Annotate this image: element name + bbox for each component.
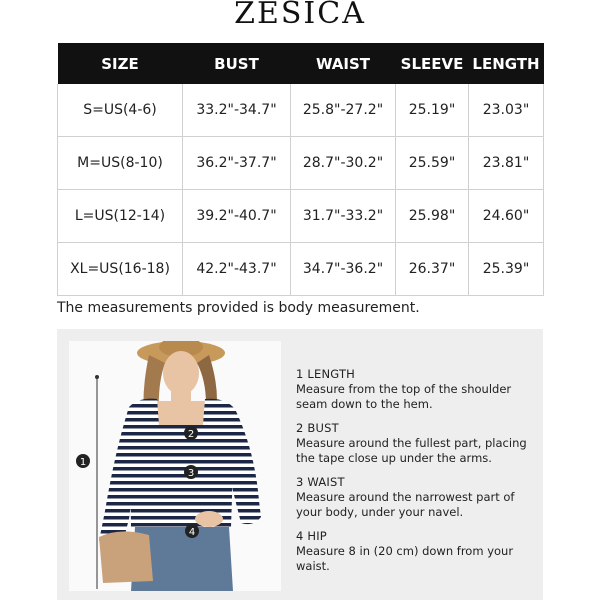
instruction-text: Measure 8 in (20 cm) down from your waist. [296, 544, 514, 573]
svg-text:3: 3 [187, 468, 195, 479]
svg-text:1: 1 [79, 457, 87, 468]
instruction-text: Measure around the fullest part, placing the tape close up under the arms. [296, 436, 527, 465]
model-illustration [69, 341, 281, 591]
cell-waist: 25.8"-27.2" [291, 84, 396, 137]
instruction-heading: 3 WAIST [296, 475, 345, 489]
brand-logo: ZESICA [234, 0, 366, 31]
table-row [58, 243, 544, 296]
face [163, 351, 199, 395]
cell-sleeve: 25.98" [396, 190, 469, 243]
instruction-waist [296, 475, 536, 520]
cell-waist: 28.7"-30.2" [291, 137, 396, 190]
instruction-text: Measure from the top of the shoulder seam down to the hem. [296, 382, 512, 411]
instruction-heading: 4 HIP [296, 529, 327, 543]
header-bust: BUST [183, 43, 291, 84]
cell-bust: 36.2"-37.7" [183, 137, 291, 190]
header-waist: WAIST [291, 43, 396, 84]
marker-hip [185, 524, 199, 538]
handbag [99, 531, 153, 583]
cell-waist: 31.7"-33.2" [291, 190, 396, 243]
measurement-note: The measurements provided is body measurement. [57, 300, 420, 316]
cell-waist: 34.7"-36.2" [291, 243, 396, 296]
instruction-text: Measure around the narrowest part of your body, under your navel. [296, 490, 515, 519]
cell-sleeve: 25.19" [396, 84, 469, 137]
cell-bust: 42.2"-43.7" [183, 243, 291, 296]
model-photo [69, 341, 281, 591]
svg-text:4: 4 [188, 527, 196, 538]
cell-size: L=US(12-14) [58, 190, 183, 243]
table-row [58, 137, 544, 190]
table-row [58, 190, 544, 243]
cell-length: 25.39" [469, 243, 544, 296]
instruction-length [296, 367, 536, 412]
marker-length [76, 454, 90, 468]
instruction-hip [296, 529, 536, 574]
measure-guide-panel [57, 329, 543, 600]
instruction-heading: 2 BUST [296, 421, 339, 435]
size-chart-table [57, 43, 544, 296]
header-size: SIZE [58, 43, 183, 84]
cell-sleeve: 25.59" [396, 137, 469, 190]
instruction-heading: 1 LENGTH [296, 367, 356, 381]
measurement-instructions [296, 367, 536, 583]
cell-size: M=US(8-10) [58, 137, 183, 190]
svg-text:2: 2 [187, 429, 195, 440]
instruction-bust [296, 421, 536, 466]
cell-length: 23.81" [469, 137, 544, 190]
marker-bust [184, 426, 198, 440]
table-header-row [58, 43, 544, 84]
header-sleeve: SLEEVE [396, 43, 469, 84]
marker-waist [184, 465, 198, 479]
header-length: LENGTH [469, 43, 544, 84]
cell-bust: 33.2"-34.7" [183, 84, 291, 137]
cell-length: 23.03" [469, 84, 544, 137]
cell-length: 24.60" [469, 190, 544, 243]
table-row [58, 84, 544, 137]
cell-size: S=US(4-6) [58, 84, 183, 137]
cell-bust: 39.2"-40.7" [183, 190, 291, 243]
cell-sleeve: 26.37" [396, 243, 469, 296]
cell-size: XL=US(16-18) [58, 243, 183, 296]
